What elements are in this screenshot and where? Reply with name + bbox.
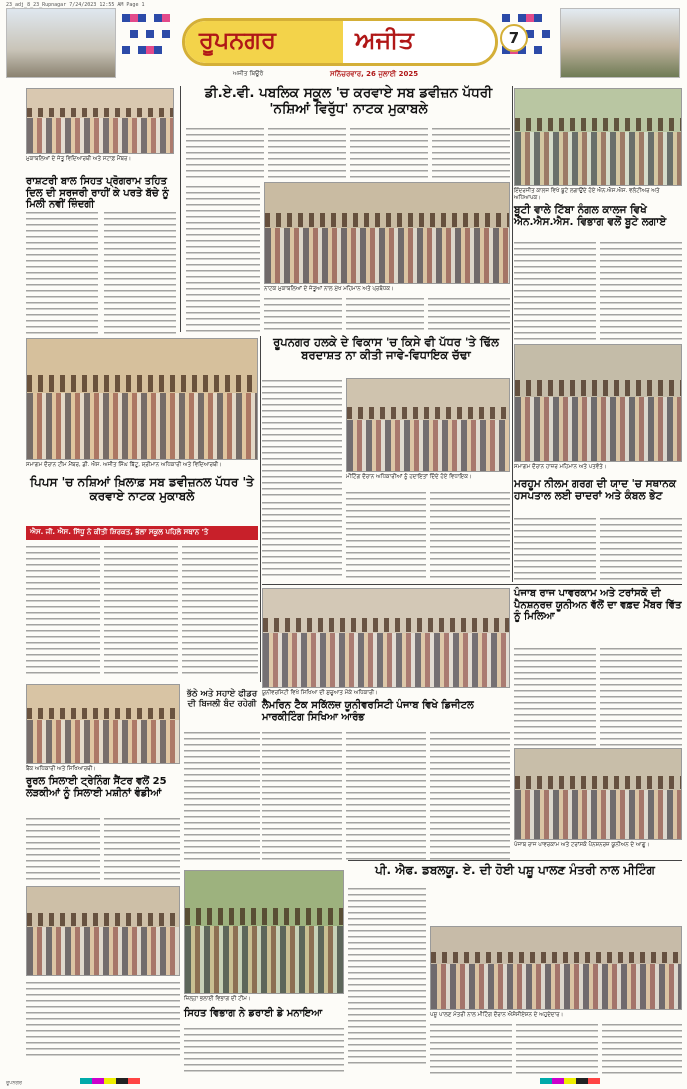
masthead-photo-building	[560, 8, 680, 78]
row-rule	[348, 860, 682, 861]
body-s10c	[430, 730, 510, 860]
masthead-date: ਸਨਿੱਚਰਵਾਰ, 26 ਜੁਲਾਈ 2025	[330, 70, 419, 78]
caption-s13: ਪਸ਼ੂ ਪਾਲਣ ਮੰਤਰੀ ਨਾਲ ਮੀਟਿੰਗ ਦੌਰਾਨ ਐਸੋਸੀਏਸ਼ਨ ਦੇ ਅਹੁਦੇਦਾਰ।	[430, 1012, 564, 1018]
masthead-title-ajit: ਅਜੀਤ	[355, 25, 414, 54]
body-s3e	[186, 184, 260, 334]
registration-bar	[80, 1078, 140, 1084]
body-s13c	[516, 1022, 598, 1074]
column-rule	[512, 86, 513, 582]
body-s13a	[348, 886, 426, 1066]
body-s5b	[262, 500, 342, 580]
body-s7c	[182, 544, 258, 678]
print-slug: 23_adj_8_23_Rupnagar 7/24/2023 12:55 AM Page 1	[6, 2, 145, 8]
body-s10a	[262, 730, 342, 860]
body-s10b	[346, 730, 426, 860]
body-s3b	[268, 126, 346, 180]
headline-s9: ਭੱਠੇ ਅਤੇ ਸਹਾਏ ਫੀਡਰ ਦੀ ਬਿਜਲੀ ਬੰਦ ਰਹੇਗੀ	[186, 689, 258, 709]
photo-health-dept	[184, 870, 344, 994]
page-number: 7	[500, 24, 528, 52]
caption-s1: ਮੁਕਾਬਲਿਆਂ ਦੇ ਜੇਤੂ ਵਿਦਿਆਰਥੀ ਅਤੇ ਸਟਾਫ਼ ਮੈਂਬਰ।	[26, 156, 132, 162]
photo-university	[262, 588, 510, 688]
photo-donation	[514, 344, 682, 462]
caption-s12: ਜ਼ਿਲ੍ਹਾ ਭਲਾਈ ਵਿਭਾਗ ਦੀ ਟੀਮ।	[184, 996, 251, 1002]
body-s4b	[600, 240, 682, 342]
headline-s4: ਬੂਟੀ ਵਾਲੇ ਟਿੱਬਾ ਨੰਗਲ ਕਾਲਜ ਵਿਖੇ ਐਨ.ਐਸ.ਐਸ. ਵਿਭਾਗ ਵਲੋਂ ਬੂਟੇ ਲਗਾਏ	[514, 204, 667, 229]
masthead-photo-gurdwara	[6, 8, 116, 78]
column-rule	[180, 86, 181, 332]
body-s4a	[514, 240, 596, 342]
photo-minister-meeting	[430, 926, 682, 1010]
body-s8a	[26, 816, 100, 882]
body-s3h	[428, 296, 510, 334]
headline-s3: ਡੀ.ਏ.ਵੀ. ਪਬਲਿਕ ਸਕੂਲ 'ਚ ਕਰਵਾਏ ਸਬ ਡਵੀਜ਼ਨ ਪੱਧਰੀ 'ਨਸ਼ਿਆਂ ਵਿਰੁੱਧ' ਨਾਟਕ ਮੁਕਾਬਲੇ	[204, 85, 493, 117]
caption-s8: ਬੈਂਕ ਅਧਿਕਾਰੀ ਅਤੇ ਸਿਖਿਆਰਥੀ।	[26, 766, 96, 772]
photo-tree-planting	[514, 88, 682, 186]
body-s6b	[600, 516, 682, 580]
body-s12	[184, 1026, 344, 1074]
caption-s4: ਇੰਦਰਜੀਤ ਕਾਲਜ ਵਿਖੇ ਬੂਟੇ ਲਗਾਉਂਦੇ ਹੋਏ ਐਨ.ਐਸ.ਐਸ. ਵਲੰਟੀਅਰ ਅਤੇ ਅਧਿਆਪਕ।	[514, 188, 660, 201]
caption-s7: ਸਮਾਗਮ ਦੌਰਾਨ ਟੀਮ ਮੈਂਬਰ, ਡੀ. ਐਸ. ਅਜੀਤ ਸਿੰਘ ਬਿੱਟੂ, ਸ਼੍ਰੀਮਾਨ ਅਧਿਕਾਰੀ ਅਤੇ ਵਿਦਿਆਰਥੀ।	[26, 462, 222, 468]
caption-s6: ਸਮਾਗਮ ਦੌਰਾਨ ਹਾਜ਼ਰ ਮਹਿਮਾਨ ਅਤੇ ਪਤਵੰਤੇ।	[514, 464, 607, 470]
caption-s3: ਨਾਟਕ ਮੁਕਾਬਲਿਆਂ ਦੇ ਜੇਤੂਆਂ ਨਾਲ ਮੁੱਖ ਮਹਿਮਾਨ ਅਤੇ ਪ੍ਰਬੰਧਕ।	[264, 286, 394, 292]
body-s7a	[26, 544, 100, 678]
headline-s6: ਮਰਹੂਮ ਨੀਲਮ ਗਰਗ ਦੀ ਯਾਦ 'ਚ ਸਥਾਨਕ ਹਸਪਤਾਲ ਲਈ ਚਾਦਰਾਂ ਅਤੇ ਕੰਬਲ ਭੇਟ	[514, 478, 677, 503]
masthead-banner	[182, 18, 498, 66]
body-s5a	[262, 378, 342, 498]
body-s3a	[186, 126, 264, 180]
row-rule	[262, 584, 682, 585]
body-s11b	[600, 646, 682, 746]
headline-s7: ਪਿਪਸ 'ਚ ਨਸ਼ਿਆਂ ਖ਼ਿਲਾਫ਼ ਸਬ ਡਵੀਜ਼ਨਲ ਪੱਧਰ 'ਤੇ ਕਰਵਾਏ ਨਾਟਕ ਮੁਕਾਬਲੇ	[30, 475, 254, 503]
body-s13b	[430, 1022, 512, 1074]
masthead-title-rupnagar: ਰੂਪਨਗਰ	[199, 25, 276, 54]
body-s8b	[104, 816, 180, 882]
footer-label: ਰੂਪਨਗਰ	[6, 1080, 23, 1086]
photo-students	[26, 88, 174, 154]
photo-sewing-machines	[26, 684, 180, 764]
photo-pensioners	[514, 748, 682, 840]
photo-meeting	[346, 378, 510, 472]
masthead-pattern-left	[118, 10, 178, 70]
body-s6a	[514, 516, 596, 580]
headline-s10: ਲੈਮਰਿਨ ਟੈਕ ਸਕਿੱਲਜ਼ ਯੂਨੀਵਰਸਿਟੀ ਪੰਜਾਬ ਵਿਖੇ ਡਿਜੀਟਲ ਮਾਰਕੀਟਿੰਗ ਸਿਖਿਆ ਆਰੰਭ	[262, 700, 474, 723]
registration-bar	[540, 1078, 600, 1084]
body-s3d	[432, 126, 510, 180]
body-s9a	[184, 730, 260, 860]
headline-s12: ਸਿਹਤ ਵਿਭਾਗ ਨੇ ਡਰਾਈ ਡੇ ਮਨਾਇਆ	[184, 1008, 323, 1019]
caption-s11: ਪੰਜਾਬ ਰਾਜ ਪਾਵਰਕਾਮ ਅਤੇ ਟਰਾਂਸਕੋ ਪੈਨਸ਼ਨਰਜ਼ ਯੂਨੀਅਨ ਦੇ ਆਗੂ।	[514, 842, 650, 848]
headline-s11: ਪੰਜਾਬ ਰਾਜ ਪਾਵਰਕਾਮ ਅਤੇ ਟਰਾਂਸਕੋ ਦੀ ਪੈਨਸ਼ਨਰਜ਼ ਯੂਨੀਅਨ ਵੱਲੋਂ ਦਾ ਵਫ਼ਦ ਮੈਂਬਰ ਵਿੱਤ ਨੂੰ ਮਿਲਿਆ	[514, 588, 682, 622]
caption-s10: ਯੂਨੀਵਰਸਿਟੀ ਵਿਖੇ ਸਿਖਿਆ ਦੀ ਸ਼ੁਰੂਆਤ ਮੌਕੇ ਅਧਿਕਾਰੀ।	[262, 690, 378, 696]
column-rule	[260, 336, 261, 682]
body-s3f	[264, 296, 342, 334]
headline-s8: ਰੂਰਲ ਸਿਲਾਈ ਟ੍ਰੇਨਿੰਗ ਸੈਂਟਰ ਵਲੋਂ 25 ਲੜਕੀਆਂ ਨੂੰ ਸਿਲਾਈ ਮਸ਼ੀਨਾਂ ਵੰਡੀਆਂ	[26, 776, 167, 799]
strip-s7: ਐਸ. ਜੀ. ਐਸ. ਸਿੱਧੂ ਨੇ ਕੀਤੀ ਸ਼ਿਰਕਤ, ਭੱਲਾ ਸਕੂਲ ਪਹਿਲੇ ਸਥਾਨ 'ਤੇ	[26, 526, 258, 540]
body-s8c	[26, 980, 180, 1060]
headline-s13: ਪੀ. ਐਫ. ਡਬਲਯੂ. ਏ. ਦੀ ਹੋਈ ਪਸ਼ੂ ਪਾਲਣ ਮੰਤਰੀ ਨਾਲ ਮੀਟਿੰਗ	[375, 863, 655, 877]
body-s7b	[104, 544, 178, 678]
photo-pips-group	[26, 338, 258, 460]
headline-s5: ਰੂਪਨਗਰ ਹਲਕੇ ਦੇ ਵਿਕਾਸ 'ਚ ਕਿਸੇ ਵੀ ਪੱਧਰ 'ਤੇ ਢਿੱਲ ਬਰਦਾਸ਼ਤ ਨਾ ਕੀਤੀ ਜਾਵੇ-ਵਿਧਾਇਕ ਚੱਢਾ	[273, 335, 499, 363]
body-s5d	[430, 490, 510, 580]
caption-s5: ਮੀਟਿੰਗ ਦੌਰਾਨ ਅਧਿਕਾਰੀਆਂ ਨੂੰ ਹਦਾਇਤਾਂ ਦਿੰਦੇ ਹੋਏ ਵਿਧਾਇਕ।	[346, 474, 472, 480]
body-s3c	[350, 126, 428, 180]
body-s13d	[602, 1022, 682, 1074]
headline-s2: ਰਾਸ਼ਟਰੀ ਬਾਲ ਸਿਹਤ ਪ੍ਰੋਗਰਾਮ ਤਹਿਤ ਦਿਲ ਦੀ ਸਰਜਰੀ ਰਾਹੀਂ ਕੇ ਪਰਤੇ ਬੱਚੇ ਨੂੰ ਮਿਲੀ ਨਵੀਂ ਜ਼ਿੰਦਗੀ	[26, 176, 169, 210]
body-s3g	[346, 296, 424, 334]
photo-bank-officials	[26, 886, 180, 976]
body-s11a	[514, 646, 596, 746]
body-s5c	[346, 490, 426, 580]
masthead-subtitle: ਅਜੀਤ ਬਿਊਰੋ	[232, 70, 264, 77]
photo-drama-winners	[264, 182, 510, 284]
